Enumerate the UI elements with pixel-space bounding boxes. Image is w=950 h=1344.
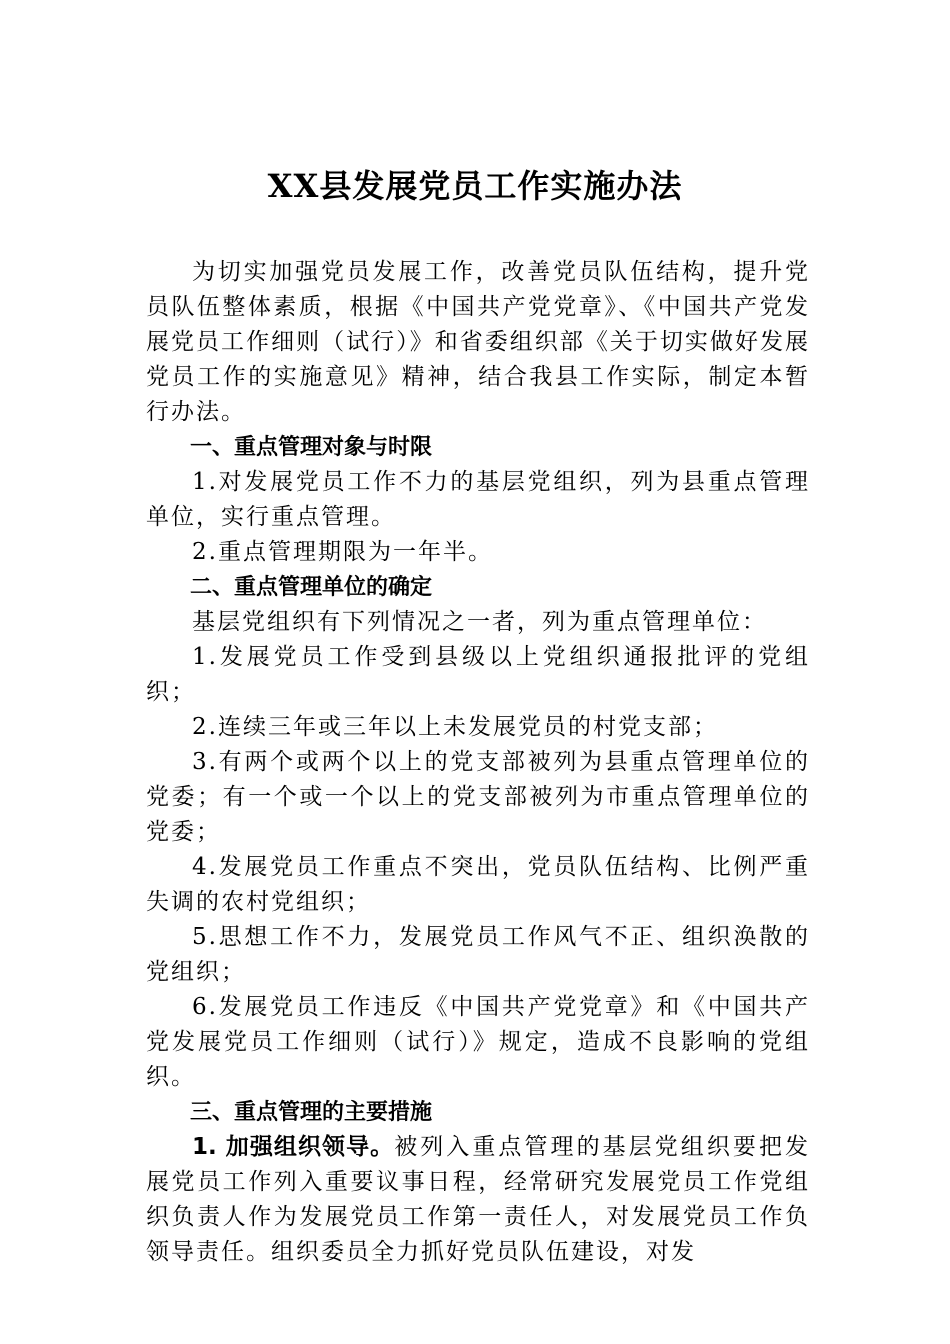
paragraph-item: 2.连续三年或三年以上未发展党员的村党支部；	[192, 714, 718, 740]
paragraph-item: 3.有两个或两个以上的党支部被列为县重点管理单位的党委；有一个或一个以上的党支部被列为市重点管理单位的党委；	[146, 749, 810, 845]
paragraph-intro: 为切实加强党员发展工作，改善党员队伍结构，提升党员队伍整体素质，根据《中国共产党党章》、《中国共产党发展党员工作细则（试行）》和省委组织部《关于切实做好发展党员工作的实施意见》精神，结合我县工作实际，制定本暂行办法。	[146, 259, 810, 425]
section-heading-2: 二、重点管理单位的确定	[190, 575, 433, 600]
paragraph-item: 基层党组织有下列情况之一者，列为重点管理单位：	[192, 609, 767, 635]
paragraph-item: 2.重点管理期限为一年半。	[192, 539, 493, 565]
measure-text: 被列入重点管理的基层党组织要把发展党员工作列入重要议事日程，经常研究发展党员工作党组织负责人作为发展党员工作第一责任人，对发展党员工作负领导责任。组织委员全力抓好党员队伍建设，对发	[146, 1134, 811, 1265]
paragraph-item: 4.发展党员工作重点不突出，党员队伍结构、比例严重失调的农村党组织；	[146, 854, 810, 915]
paragraph-item: 5.思想工作不力，发展党员工作风气不正、组织涣散的党组织；	[146, 924, 810, 985]
paragraph-item: 1.对发展党员工作不力的基层党组织，列为县重点管理单位，实行重点管理。	[146, 469, 810, 530]
paragraph-item: 6.发展党员工作违反《中国共产党党章》和《中国共产党发展党员工作细则（试行）》规定，造成不良影响的党组织。	[146, 994, 810, 1090]
document-title: XX县发展党员工作实施办法	[267, 167, 683, 205]
section-heading-3: 三、重点管理的主要措施	[190, 1100, 433, 1125]
document-body	[146, 255, 810, 1270]
paragraph-measure-1	[146, 1130, 810, 1270]
paragraph-item: 1.发展党员工作受到县级以上党组织通报批评的党组织；	[146, 644, 810, 705]
measure-lead: 1. 加强组织领导。	[192, 1134, 395, 1160]
section-heading-1: 一、重点管理对象与时限	[190, 435, 433, 460]
